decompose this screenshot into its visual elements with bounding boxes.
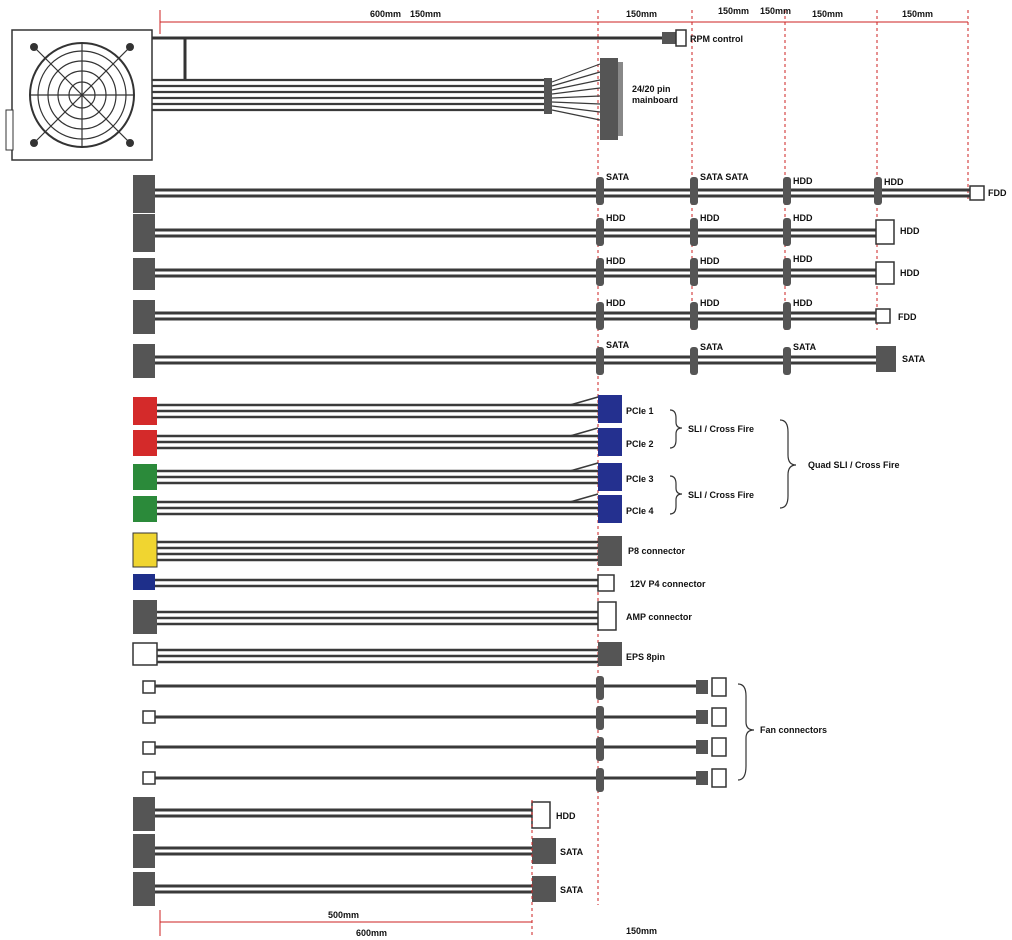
dim-label: 150mm: [626, 926, 658, 936]
bottom-cable-3: [133, 872, 584, 906]
pcie-label: PCIe 3: [626, 474, 654, 484]
pcie-label: PCIe 2: [626, 439, 654, 449]
rpm-control-label: RPM control: [690, 34, 743, 44]
mainboard-label-line1: 24/20 pin: [632, 84, 671, 94]
dim-label: 600mm: [370, 9, 402, 19]
dim-label: 150mm: [410, 9, 442, 19]
dim-label: 600mm: [356, 928, 388, 938]
pcie-label: PCIe 4: [626, 506, 654, 516]
dim-label: 150mm: [812, 9, 844, 19]
pcie-cable-1: [133, 395, 654, 425]
bottom-connector-label: SATA: [560, 847, 584, 857]
top-dimension-bar: [160, 6, 968, 905]
connector-label: SATA: [606, 340, 630, 350]
end-connector-label: HDD: [900, 226, 920, 236]
mainboard-label-line2: mainboard: [632, 95, 679, 105]
fan-brace: [738, 684, 827, 780]
pcie-label: PCIe 1: [626, 406, 654, 416]
dim-label: 500mm: [328, 910, 360, 920]
sli-group-label-1: SLI / Cross Fire: [688, 424, 755, 434]
connector-label: HDD: [606, 213, 626, 223]
p4-connector-label: 12V P4 connector: [630, 579, 706, 589]
connector-label: HDD: [793, 176, 813, 186]
quad-sli-label: Quad SLI / Cross Fire: [808, 460, 900, 470]
quad-sli-brace: [780, 420, 900, 508]
connector-label: HDD: [793, 213, 813, 223]
fan-icon: [30, 43, 134, 147]
dim-label: 150mm: [626, 9, 658, 19]
connector-label: HDD: [793, 254, 813, 264]
connector-label: HDD: [793, 298, 813, 308]
fan-connector-cable-3: [143, 737, 726, 761]
connector-label: SATA SATA: [700, 172, 749, 182]
amp-cable: [133, 600, 692, 634]
sli-brace-2: [670, 476, 754, 514]
end-connector-label: FDD: [988, 188, 1007, 198]
bottom-dimension-bar: [160, 800, 657, 938]
atx-connector-label: P8 connector: [628, 546, 686, 556]
connector-label: SATA: [700, 342, 724, 352]
peripheral-cable-1: [133, 172, 1007, 213]
bottom-connector-label: HDD: [556, 811, 576, 821]
peripheral-cable-5: [133, 340, 926, 378]
atx-cable: [133, 533, 686, 567]
bottom-cable-1: [133, 797, 576, 831]
eps-cable: [133, 642, 665, 666]
pcie-cable-3: [133, 463, 654, 491]
connector-label: HDD: [700, 298, 720, 308]
bottom-connector-label: SATA: [560, 885, 584, 895]
bottom-cable-2: [133, 834, 584, 868]
connector-label: HDD: [606, 298, 626, 308]
peripheral-cable-2: [133, 213, 920, 252]
dim-label: 150mm: [902, 9, 934, 19]
fan-connector-cable-4: [143, 768, 726, 792]
connector-label: HDD: [700, 213, 720, 223]
fan-connector-cable-1: [143, 676, 726, 700]
psu-unit: [6, 30, 743, 160]
end-connector-label: FDD: [898, 312, 917, 322]
sli-group-label-2: SLI / Cross Fire: [688, 490, 755, 500]
connector-label: HDD: [700, 256, 720, 266]
peripheral-cable-4: [133, 298, 917, 334]
connector-label: SATA: [793, 342, 817, 352]
end-connector-label: SATA: [902, 354, 926, 364]
dim-label: 150mm: [760, 6, 792, 16]
peripheral-cable-3: [133, 254, 920, 290]
fan-connectors-label: Fan connectors: [760, 725, 828, 735]
sli-brace-1: [670, 410, 754, 448]
connector-label: SATA: [606, 172, 630, 182]
end-connector-label: HDD: [900, 268, 920, 278]
p4-cable: [133, 574, 706, 591]
pcie-cable-2: [133, 428, 654, 456]
dim-label: 150mm: [718, 6, 750, 16]
connector-label: HDD: [884, 177, 904, 187]
amp-connector-label: AMP connector: [626, 612, 692, 622]
connector-label: HDD: [606, 256, 626, 266]
fan-connector-cable-2: [143, 706, 726, 730]
pcie-cable-4: [133, 494, 654, 523]
eps-connector-label: EPS 8pin: [626, 652, 666, 662]
